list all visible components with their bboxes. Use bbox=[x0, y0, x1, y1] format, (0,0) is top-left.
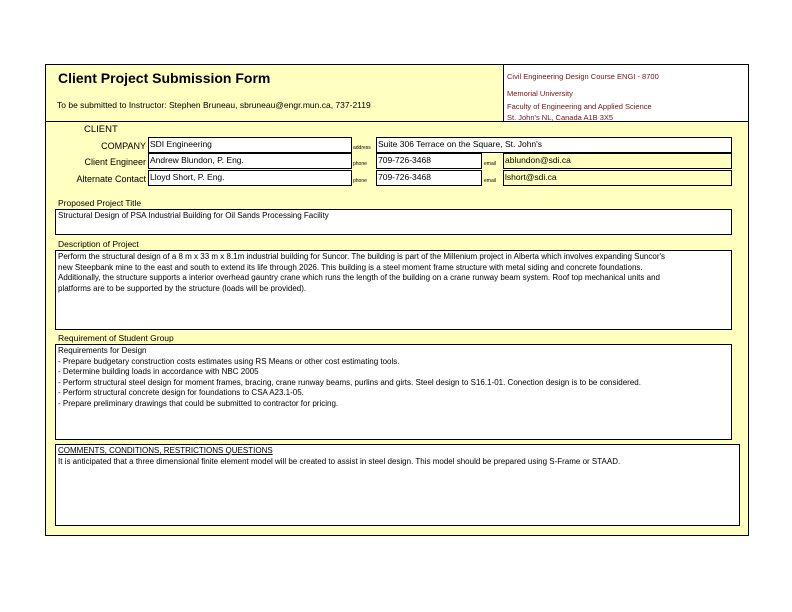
company-field[interactable]: SDI Engineering bbox=[148, 137, 352, 153]
comments-line: It is anticipated that a three dimensional finite element model will be created to assist in steel design. This model should be prepared using S-Frame or STAAD. bbox=[58, 456, 621, 466]
project-title-field[interactable] bbox=[55, 209, 732, 235]
alternate-email-label: email bbox=[484, 178, 496, 184]
client-engineer-label: Client Engineer bbox=[84, 157, 146, 167]
university-address: St. John's NL, Canada A1B 3X5 bbox=[507, 113, 614, 122]
faculty-name: Faculty of Engineering and Applied Science bbox=[507, 102, 652, 111]
requirements-line: Requirements for Design bbox=[58, 346, 147, 355]
description-line: Additionally, the structure supports a interior overhead gauntry crane which runs the length of the building on a crane runway beam system. Roof top mechanical units and bbox=[58, 273, 660, 282]
requirements-line: - Prepare budgetary construction costs estimates using RS Means or other cost estimating tools. bbox=[58, 356, 400, 366]
client-section-label: CLIENT bbox=[84, 124, 118, 135]
submission-instructions: To be submitted to Instructor: Stephen Bruneau, sbruneau@engr.mun.ca, 737-2119 bbox=[57, 100, 371, 110]
description-line: Perform the structural design of a 8 m x 33 m x 8.1m industrial building for Suncor. The building is part of the Millenium project in Alberta which involves expanding Suncor's bbox=[58, 252, 666, 261]
company-label: COMPANY bbox=[101, 141, 146, 151]
alternate-phone-label: phone bbox=[353, 178, 367, 184]
requirements-field[interactable] bbox=[55, 344, 732, 440]
comments-field[interactable] bbox=[55, 444, 740, 526]
requirements-label: Requirement of Student Group bbox=[58, 333, 174, 343]
requirements-line: - Prepare preliminary drawings that could be submitted to contractor for pricing. bbox=[58, 398, 339, 408]
project-title-label: Proposed Project Title bbox=[58, 198, 142, 208]
university-name: Memorial University bbox=[507, 89, 573, 98]
engineer-email-label: email bbox=[484, 161, 496, 167]
requirements-line: - Perform structural steel design for moment frames, bracing, crane runway beams, purlins and girts. Steel design to S16.1-01. Conection design is to be considered. bbox=[58, 377, 641, 387]
alternate-email-field[interactable]: lshort@sdi.ca bbox=[503, 170, 732, 186]
form-title: Client Project Submission Form bbox=[58, 70, 271, 86]
project-title-text: Structural Design of PSA Industrial Building for Oil Sands Processing Facility bbox=[58, 211, 329, 220]
engineer-phone-label: phone bbox=[353, 161, 367, 167]
address-field[interactable]: Suite 306 Terrace on the Square, St. John's bbox=[376, 137, 732, 153]
description-label: Description of Project bbox=[58, 239, 139, 249]
engineer-phone-field[interactable]: 709-726-3468 bbox=[376, 153, 482, 169]
alternate-phone-field[interactable]: 709-726-3468 bbox=[376, 170, 482, 186]
alternate-contact-field[interactable]: Lloyd Short, P. Eng. bbox=[148, 170, 352, 186]
client-engineer-field[interactable]: Andrew Blundon, P. Eng. bbox=[148, 153, 352, 169]
description-line: platforms are to be supported by the structure (loads will be provided). bbox=[58, 283, 307, 293]
address-label: address bbox=[353, 145, 371, 151]
comments-label: COMMENTS, CONDITIONS, RESTRICTIONS QUESTIONS bbox=[58, 446, 273, 455]
course-name: Civil Engineering Design Course ENGI - 8700 bbox=[507, 72, 659, 81]
description-line: new Steepbank mine to the east and south to extend its life through 2026. This building is a steel moment frame structure with metal siding and concrete foundations. bbox=[58, 262, 643, 272]
requirements-line: - Perform structural concrete design for foundations to CSA A23.1-05. bbox=[58, 388, 304, 397]
alternate-contact-label: Alternate Contact bbox=[76, 174, 146, 184]
description-field[interactable] bbox=[55, 250, 732, 330]
requirements-line: - Determine building loads in accordance with NBC 2005 bbox=[58, 367, 259, 376]
engineer-email-field[interactable]: ablundon@sdi.ca bbox=[503, 153, 732, 169]
